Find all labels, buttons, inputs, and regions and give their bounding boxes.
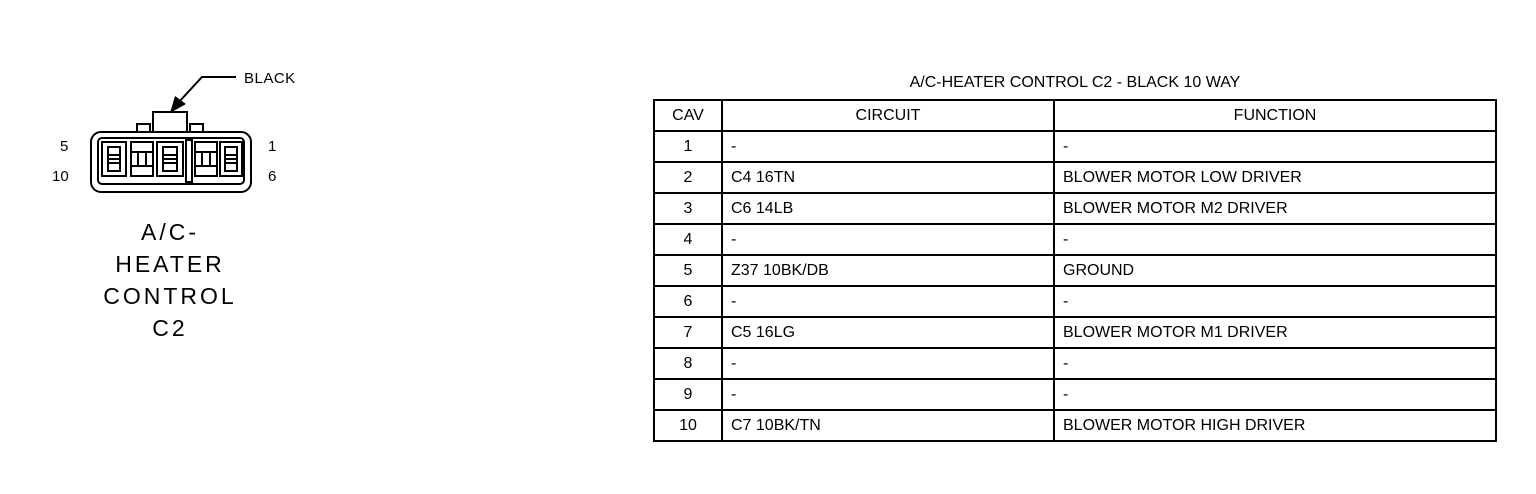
table-row [654,317,1496,348]
cell-circuit: - [722,379,1054,410]
pin-label-top-left: 5 [60,138,69,155]
cell-function: BLOWER MOTOR HIGH DRIVER [1054,410,1496,441]
cell-circuit: - [722,224,1054,255]
table-row [654,379,1496,410]
pin-label-bottom-right: 6 [268,168,277,185]
connector-tab-right [190,124,203,132]
cell-cav: 9 [654,379,722,410]
callout-leader-line [178,77,236,103]
table-row [654,224,1496,255]
cell-cav: 6 [654,286,722,317]
table-row [654,131,1496,162]
table-row [654,193,1496,224]
connector-name-line: C2 [152,315,188,341]
table-row [654,286,1496,317]
cell-function: BLOWER MOTOR M2 DRIVER [1054,193,1496,224]
cell-circuit: - [722,131,1054,162]
column-header-function: FUNCTION [1054,100,1496,131]
connector-name-line: HEATER [115,251,225,277]
cell-circuit: C5 16LG [722,317,1054,348]
cell-function: BLOWER MOTOR LOW DRIVER [1054,162,1496,193]
cell-circuit: C4 16TN [722,162,1054,193]
table-header-row [654,100,1496,131]
connector-color-callout: BLACK [244,70,296,87]
connector-tab-left [137,124,150,132]
pinout-table [653,99,1497,442]
connector-name-line: A/C- [141,219,199,245]
cell-circuit: Z37 10BK/DB [722,255,1054,286]
pin-label-bottom-left: 10 [52,168,69,185]
table-row [654,348,1496,379]
cell-cav: 7 [654,317,722,348]
cell-cav: 3 [654,193,722,224]
table-row [654,410,1496,441]
cell-function: GROUND [1054,255,1496,286]
column-header-circuit: CIRCUIT [722,100,1054,131]
table-row [654,162,1496,193]
cell-cav: 2 [654,162,722,193]
cell-circuit: - [722,348,1054,379]
cell-function: - [1054,348,1496,379]
connector-latch [153,112,187,132]
cell-function: - [1054,379,1496,410]
table-row [654,255,1496,286]
cell-function: BLOWER MOTOR M1 DRIVER [1054,317,1496,348]
connector-name [90,216,250,344]
cell-function: - [1054,286,1496,317]
cell-cav: 5 [654,255,722,286]
cell-cav: 10 [654,410,722,441]
column-header-cav: CAV [654,100,722,131]
cell-circuit: C7 10BK/TN [722,410,1054,441]
cell-circuit: C6 14LB [722,193,1054,224]
callout-arrowhead [170,96,186,113]
cell-function: - [1054,131,1496,162]
cell-circuit: - [722,286,1054,317]
cell-function: - [1054,224,1496,255]
cell-cav: 4 [654,224,722,255]
connector-diagram [0,0,420,494]
table-caption: A/C-HEATER CONTROL C2 - BLACK 10 WAY [909,74,1241,91]
cell-cav: 8 [654,348,722,379]
pin-label-top-right: 1 [268,138,277,155]
connector-name-line: CONTROL [103,283,237,309]
cell-cav: 1 [654,131,722,162]
